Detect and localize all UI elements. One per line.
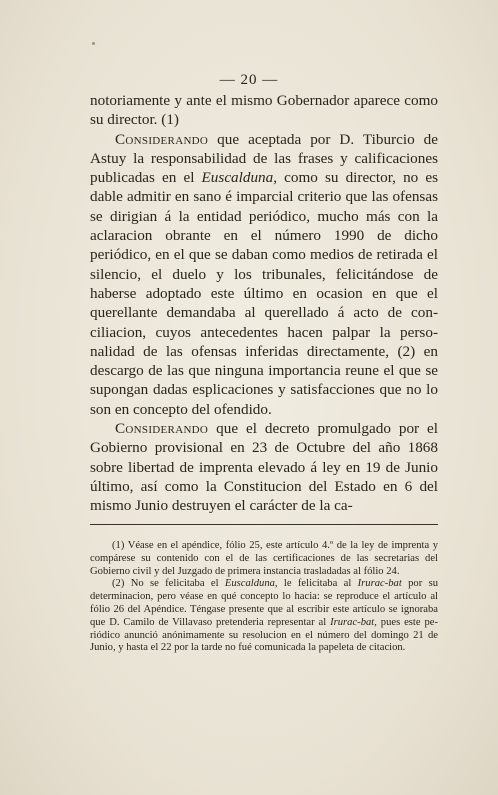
newspaper-name: Irurac-bat <box>330 616 375 628</box>
newspaper-name: Irurac-bat <box>357 578 402 590</box>
paragraph-1: notoriamente y ante el mismo Gobernador aparece como su director. (1) <box>90 92 438 129</box>
newspaper-name: Euscalduna <box>224 578 275 590</box>
page-number: — 20 — <box>219 72 279 88</box>
paragraph-2 <box>90 130 438 419</box>
paragraph-2-text-b: , como su director, no es dable admitir en sano é imparcial criterio que las ofensas se dirigian á la entidad periódico, mucho más con la aclaracion obrante en el número 1990 de dicho periódico, en el que se daban como medios de retirada el silencio, el duelo y los tribunales, felicitándose de haberse adoptado este último en ocasion en que el querellante demandaba al querellado á acto de conciliacion, cuyos antecedentes hacen palpar la personalidad de las ofensas inferidas directamente, (2) en descargo de las que ninguna importancia reune el que se supongan dadas esplicaciones y satisfacciones que no lo son en concepto del ofendido. <box>90 169 439 418</box>
footnote-2-text-a: (2) No se felicitaba el <box>112 578 225 590</box>
paragraph-3 <box>90 419 438 515</box>
footnotes <box>90 540 438 655</box>
footnote-2-text-d: , pues este periódico anunció anónimamente su resolucion en el número del domingo 21 de Junio, y hasta el 22 por la tarde no fué comunicada la papeleta de citacion. <box>90 616 438 654</box>
considerando-lead: Considerando <box>115 130 209 148</box>
considerando-lead: Considerando <box>115 420 209 438</box>
footnote-1: (1) Véase en el apéndice, fólio 25, este artículo 4.º de la ley de imprenta y compárese su contenido con el de las certificaciones de las secretarias del Gobierno civil y del Juzgado de primera instancia trasladadas al fólio 24. <box>90 540 438 577</box>
footnote-2-text-b: , le felicitaba al <box>274 578 358 590</box>
footnote-2-text-c: por su determinacion, pero véase en qué concepto lo hacia: se reproduce el artículo al fólio 26 del Apéndice. Téngase presente que al escribir este artículo se ignoraba que D. Camilo de Villavaso pretenderia representar al <box>90 578 439 628</box>
footnote-2 <box>90 578 438 655</box>
paragraph-2-text-a: que aceptada por D. Tiburcio de Astuy la responsabilidad de las frases y calificaciones publicadas en el <box>90 130 438 187</box>
main-text <box>90 91 438 516</box>
paragraph-3-text: que el decreto promulgado por el Gobierno provisional en 23 de Octubre del año 1868 sobre libertad de imprenta elevado á ley en 19 de Junio último, así como la Constitucion del Estado en 6 del mismo Junio destruyen el carácter de la ca- <box>90 420 438 515</box>
footnote-divider <box>90 524 438 525</box>
newspaper-name: Euscalduna <box>201 169 274 187</box>
paper-speck <box>92 42 95 45</box>
